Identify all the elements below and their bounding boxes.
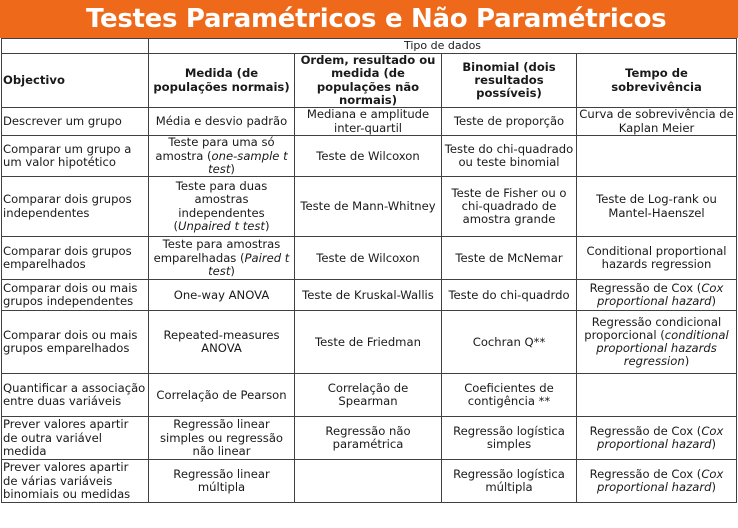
medida-header: Medida (de populações normais) (149, 54, 295, 108)
tempo-text: Regressão de Cox ( (589, 466, 702, 481)
binomial-cell: Cochran Q** (442, 311, 577, 374)
tempo-text-end: ) (684, 354, 690, 369)
binomial-cell: Teste do chi-quadrado ou teste binomial (442, 136, 577, 177)
objectivo-cell: Comparar dois ou mais grupos independentes (2, 280, 149, 311)
objectivo-cell: Comparar dois ou mais grupos emparelhados (2, 311, 149, 374)
tempo-cell (577, 417, 737, 460)
medida-italic-text: Paired t test (208, 250, 290, 278)
ordem-cell: Correlação de Spearman (295, 374, 442, 417)
tempo-cell (577, 374, 737, 417)
tempo-cell: Teste de Log-rank ou Mantel-Haenszel (577, 177, 737, 237)
tipo-de-dados-header: Tipo de dados (149, 39, 737, 54)
page-title: Testes Paramétricos e Não Paramétricos (0, 0, 738, 38)
ordem-cell: Teste de Friedman (295, 311, 442, 374)
table-row (2, 311, 737, 374)
objectivo-cell: Quantificar a associação entre duas variáveis (2, 374, 149, 417)
medida-italic-text: Unpaired t test (178, 218, 265, 233)
medida-text: Teste para duas amostras independentes ( (173, 179, 268, 233)
table-row (2, 374, 737, 417)
tempo-text-end: ) (711, 437, 716, 452)
binomial-cell: Teste de proporção (442, 108, 577, 136)
medida-cell: Regressão linear múltipla (149, 460, 295, 503)
tempo-text-end: ) (711, 480, 716, 495)
objectivo-cell: Prever valores apartir de outra variável medida (2, 417, 149, 460)
medida-text-end: ) (230, 161, 235, 176)
ordem-cell: Teste de Mann-Whitney (295, 177, 442, 237)
ordem-cell: Teste de Wilcoxon (295, 136, 442, 177)
medida-cell: Regressão linear simples ou regressão não linear (149, 417, 295, 460)
ordem-cell: Regressão não paramétrica (295, 417, 442, 460)
tempo-text: Regressão condicional proporcional ( (584, 314, 722, 342)
table-row (2, 177, 737, 237)
tempo-header: Tempo de sobrevivência (577, 54, 737, 108)
tempo-italic-text: conditional proportional hazards regression (596, 327, 729, 369)
binomial-cell: Teste de McNemar (442, 237, 577, 280)
table-row (2, 237, 737, 280)
table-row (2, 136, 737, 177)
binomial-cell: Teste do chi-quadrdo (442, 280, 577, 311)
ordem-header: Ordem, resultado ou medida (de populações não normais) (295, 54, 442, 108)
tempo-cell (577, 280, 737, 311)
statistical-tests-table (1, 38, 737, 503)
binomial-header: Binomial (dois resultados possíveis) (442, 54, 577, 108)
medida-text: Teste para amostras emparelhadas ( (153, 237, 281, 265)
objectivo-cell: Comparar dois grupos independentes (2, 177, 149, 237)
tempo-italic-text: Cox proportional hazard (597, 423, 724, 452)
medida-cell: Repeated-measures ANOVA (149, 311, 295, 374)
objectivo-cell: Descrever um grupo (2, 108, 149, 136)
medida-cell: Média e desvio padrão (149, 108, 295, 136)
table-row (2, 280, 737, 311)
binomial-cell: Coeficientes de contigência ** (442, 374, 577, 417)
medida-cell (149, 177, 295, 237)
table-row-tipo (2, 39, 737, 54)
tempo-cell: Conditional proportional hazards regression (577, 237, 737, 280)
medida-text-end: ) (264, 218, 270, 233)
medida-cell (149, 237, 295, 280)
tempo-cell (577, 460, 737, 503)
tempo-cell (577, 311, 737, 374)
tempo-italic-text: Cox proportional hazard (597, 280, 724, 309)
objectivo-cell: Prever valores apartir de várias variáveis binomiais ou medidas (2, 460, 149, 503)
ordem-cell: Teste de Kruskal-Wallis (295, 280, 442, 311)
tempo-italic-text: Cox proportional hazard (597, 466, 724, 495)
binomial-cell: Regressão logística múltipla (442, 460, 577, 503)
ordem-cell (295, 460, 442, 503)
medida-italic-text: one-sample t test (208, 148, 288, 176)
empty-cell (2, 39, 149, 54)
ordem-cell: Mediana e amplitude inter-quartil (295, 108, 442, 136)
medida-text-end: ) (230, 263, 235, 278)
tempo-cell (577, 136, 737, 177)
objectivo-header: Objectivo (2, 54, 149, 108)
ordem-cell: Teste de Wilcoxon (295, 237, 442, 280)
medida-cell: Correlação de Pearson (149, 374, 295, 417)
table-row (2, 108, 737, 136)
tempo-text-end: ) (711, 294, 716, 309)
objectivo-cell: Comparar um grupo a um valor hipotético (2, 136, 149, 177)
binomial-cell: Regressão logística simples (442, 417, 577, 460)
medida-cell (149, 136, 295, 177)
binomial-cell: Teste de Fisher ou o chi-quadrado de amostra grande (442, 177, 577, 237)
tempo-cell: Curva de sobrevivência de Kaplan Meier (577, 108, 737, 136)
medida-cell: One-way ANOVA (149, 280, 295, 311)
tempo-text: Regressão de Cox ( (589, 280, 702, 295)
tempo-text: Regressão de Cox ( (589, 423, 702, 438)
table-header-row (2, 54, 737, 108)
table-row (2, 460, 737, 503)
table-row (2, 417, 737, 460)
objectivo-cell: Comparar dois grupos emparelhados (2, 237, 149, 280)
medida-text: Teste para uma só amostra ( (155, 135, 275, 163)
